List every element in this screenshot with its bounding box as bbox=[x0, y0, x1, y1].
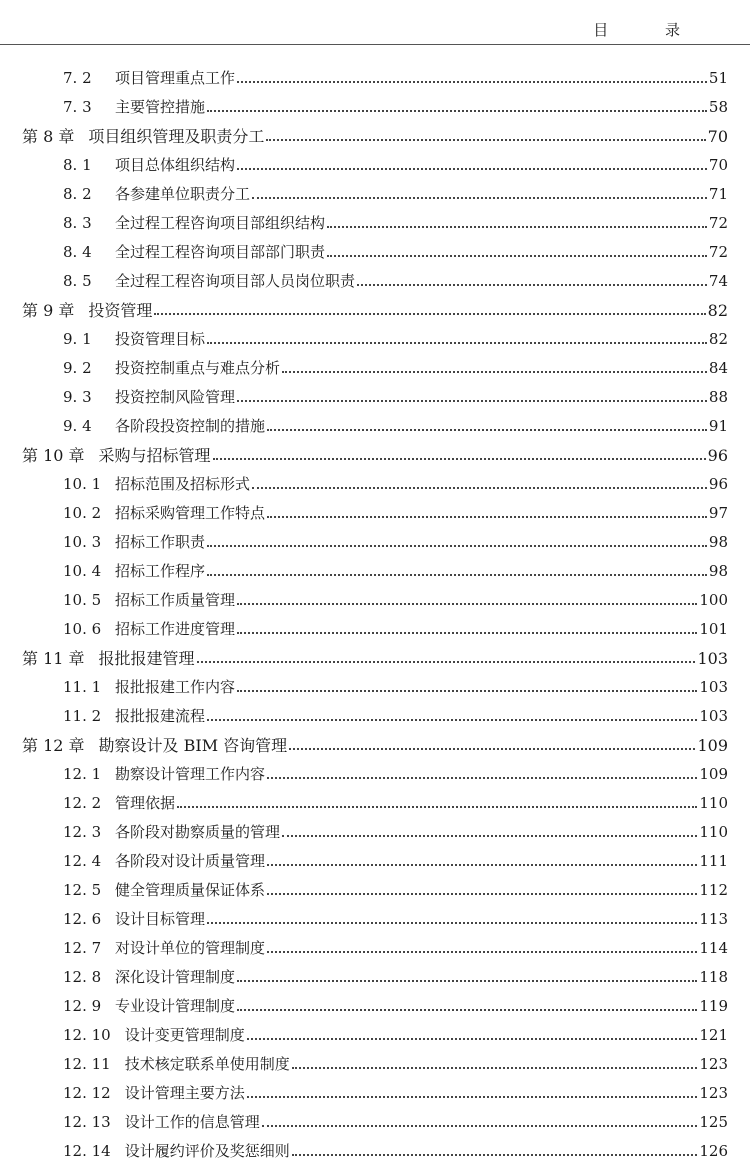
entry-page-number: 111 bbox=[699, 852, 728, 870]
entry-title: 健全管理质量保证体系 bbox=[115, 881, 266, 899]
entry-number: 第 9 章 bbox=[22, 301, 75, 320]
entry-title: 投资管理 bbox=[88, 301, 153, 320]
entry-page-number: 114 bbox=[699, 939, 728, 957]
entry-page-number: 70 bbox=[707, 127, 728, 146]
entry-title: 招标工作进度管理 bbox=[115, 620, 236, 638]
entry-title: 各参建单位职责分工 bbox=[115, 185, 251, 203]
entry-page-number: 109 bbox=[697, 736, 728, 755]
toc-chapter-entry[interactable] bbox=[0, 731, 750, 760]
entry-number: 12. 9 bbox=[63, 997, 102, 1015]
entry-title: 设计管理主要方法 bbox=[124, 1084, 245, 1102]
leader-dots bbox=[252, 470, 707, 499]
toc-section-entry[interactable] bbox=[0, 412, 750, 441]
toc-section-entry[interactable] bbox=[0, 673, 750, 702]
leader-dots bbox=[237, 383, 707, 412]
entry-page-number: 118 bbox=[699, 968, 728, 986]
entry-number: 9. 4 bbox=[63, 417, 92, 435]
entry-number: 10. 5 bbox=[63, 591, 102, 609]
leader-dots bbox=[327, 238, 707, 267]
toc-section-entry[interactable] bbox=[0, 93, 750, 122]
leader-dots bbox=[267, 760, 697, 789]
entry-page-number: 110 bbox=[699, 794, 728, 812]
entry-title: 各阶段对设计质量管理 bbox=[115, 852, 266, 870]
entry-number: 10. 4 bbox=[63, 562, 102, 580]
entry-number: 10. 3 bbox=[63, 533, 102, 551]
leader-dots bbox=[207, 93, 707, 122]
toc-section-entry[interactable] bbox=[0, 325, 750, 354]
entry-page-number: 96 bbox=[708, 475, 728, 493]
toc-section-entry[interactable] bbox=[0, 1050, 750, 1079]
entry-title: 设计变更管理制度 bbox=[124, 1026, 245, 1044]
toc-section-entry[interactable] bbox=[0, 905, 750, 934]
entry-number: 7. 3 bbox=[63, 98, 92, 116]
entry-title: 报批报建流程 bbox=[115, 707, 206, 725]
entry-title: 技术核定联系单使用制度 bbox=[124, 1055, 290, 1073]
entry-number: 12. 5 bbox=[63, 881, 102, 899]
entry-number: 9. 1 bbox=[63, 330, 92, 348]
leader-dots bbox=[282, 354, 707, 383]
toc-section-entry[interactable] bbox=[0, 615, 750, 644]
toc-section-entry[interactable] bbox=[0, 557, 750, 586]
leader-dots bbox=[154, 296, 705, 325]
entry-page-number: 125 bbox=[699, 1113, 728, 1131]
entry-number: 12. 1 bbox=[63, 765, 102, 783]
entry-page-number: 110 bbox=[699, 823, 728, 841]
page-title: 目 录 bbox=[593, 21, 706, 39]
entry-number: 12. 7 bbox=[63, 939, 102, 957]
leader-dots bbox=[207, 702, 697, 731]
leader-dots bbox=[207, 325, 707, 354]
entry-page-number: 71 bbox=[708, 185, 728, 203]
toc-section-entry[interactable] bbox=[0, 702, 750, 731]
entry-page-number: 103 bbox=[697, 649, 728, 668]
leader-dots bbox=[207, 528, 707, 557]
entry-number: 12. 6 bbox=[63, 910, 102, 928]
entry-number: 8. 1 bbox=[63, 156, 92, 174]
leader-dots bbox=[177, 789, 697, 818]
toc-section-entry[interactable] bbox=[0, 499, 750, 528]
entry-number: 9. 3 bbox=[63, 388, 92, 406]
entry-number: 7. 2 bbox=[63, 69, 92, 87]
entry-title: 投资控制重点与难点分析 bbox=[115, 359, 281, 377]
entry-page-number: 91 bbox=[708, 417, 728, 435]
toc-section-entry[interactable] bbox=[0, 992, 750, 1021]
entry-title: 专业设计管理制度 bbox=[115, 997, 236, 1015]
toc-chapter-entry[interactable] bbox=[0, 296, 750, 325]
entry-number: 第 12 章 bbox=[22, 736, 85, 755]
leader-dots bbox=[237, 615, 697, 644]
toc-section-entry[interactable] bbox=[0, 383, 750, 412]
entry-title: 项目总体组织结构 bbox=[115, 156, 236, 174]
leader-dots bbox=[237, 64, 707, 93]
entry-page-number: 123 bbox=[699, 1084, 728, 1102]
entry-page-number: 103 bbox=[699, 707, 728, 725]
entry-title: 项目管理重点工作 bbox=[115, 69, 236, 87]
toc-chapter-entry[interactable] bbox=[0, 644, 750, 673]
leader-dots bbox=[207, 905, 697, 934]
leader-dots bbox=[247, 1021, 698, 1050]
entry-number: 第 11 章 bbox=[22, 649, 85, 668]
entry-title: 设计工作的信息管理 bbox=[124, 1113, 260, 1131]
entry-title: 采购与招标管理 bbox=[98, 446, 211, 465]
leader-dots bbox=[267, 412, 707, 441]
entry-number: 10. 6 bbox=[63, 620, 102, 638]
toc-section-entry[interactable] bbox=[0, 238, 750, 267]
toc-section-entry[interactable] bbox=[0, 180, 750, 209]
entry-title: 主要管控措施 bbox=[115, 98, 206, 116]
leader-dots bbox=[213, 441, 706, 470]
entry-page-number: 98 bbox=[708, 562, 728, 580]
toc-section-entry[interactable] bbox=[0, 528, 750, 557]
leader-dots bbox=[292, 1137, 698, 1166]
entry-number: 第 10 章 bbox=[22, 446, 85, 465]
entry-title: 各阶段对勘察质量的管理 bbox=[115, 823, 281, 841]
entry-page-number: 82 bbox=[707, 301, 728, 320]
entry-page-number: 121 bbox=[699, 1026, 728, 1044]
entry-title: 设计目标管理 bbox=[115, 910, 206, 928]
entry-number: 12. 13 bbox=[63, 1113, 111, 1131]
entry-title: 深化设计管理制度 bbox=[115, 968, 236, 986]
toc-section-entry[interactable] bbox=[0, 847, 750, 876]
entry-page-number: 119 bbox=[699, 997, 728, 1015]
toc-section-entry[interactable] bbox=[0, 876, 750, 905]
entry-title: 投资管理目标 bbox=[115, 330, 206, 348]
entry-page-number: 82 bbox=[708, 330, 728, 348]
entry-number: 12. 3 bbox=[63, 823, 102, 841]
leader-dots bbox=[247, 1079, 698, 1108]
toc-section-entry[interactable] bbox=[0, 586, 750, 615]
entry-title: 全过程工程咨询项目部组织结构 bbox=[115, 214, 326, 232]
leader-dots bbox=[237, 673, 697, 702]
entry-number: 12. 11 bbox=[63, 1055, 111, 1073]
toc-section-entry[interactable] bbox=[0, 1108, 750, 1137]
entry-title: 招标工作程序 bbox=[115, 562, 206, 580]
entry-title: 勘察设计及 BIM 咨询管理 bbox=[98, 736, 288, 755]
leader-dots bbox=[237, 963, 697, 992]
toc-section-entry[interactable] bbox=[0, 151, 750, 180]
toc-section-entry[interactable] bbox=[0, 1137, 750, 1166]
toc-section-entry[interactable] bbox=[0, 1079, 750, 1108]
entry-number: 10. 1 bbox=[63, 475, 102, 493]
entry-number: 11. 1 bbox=[63, 678, 102, 696]
entry-page-number: 72 bbox=[708, 214, 728, 232]
toc-section-entry[interactable] bbox=[0, 354, 750, 383]
entry-page-number: 112 bbox=[699, 881, 728, 899]
entry-page-number: 70 bbox=[708, 156, 728, 174]
toc-section-entry[interactable] bbox=[0, 760, 750, 789]
entry-title: 招标范围及招标形式 bbox=[115, 475, 251, 493]
entry-title: 招标工作质量管理 bbox=[115, 591, 236, 609]
leader-dots bbox=[252, 180, 707, 209]
toc-section-entry[interactable] bbox=[0, 470, 750, 499]
leader-dots bbox=[357, 267, 707, 296]
entry-title: 招标采购管理工作特点 bbox=[115, 504, 266, 522]
toc-section-entry[interactable] bbox=[0, 934, 750, 963]
entry-page-number: 74 bbox=[708, 272, 728, 290]
leader-dots bbox=[262, 1108, 698, 1137]
entry-number: 12. 4 bbox=[63, 852, 102, 870]
entry-number: 8. 4 bbox=[63, 243, 92, 261]
entry-number: 8. 5 bbox=[63, 272, 92, 290]
entry-title: 项目组织管理及职责分工 bbox=[88, 127, 265, 146]
entry-number: 12. 12 bbox=[63, 1084, 111, 1102]
entry-page-number: 72 bbox=[708, 243, 728, 261]
entry-title: 对设计单位的管理制度 bbox=[115, 939, 266, 957]
leader-dots bbox=[267, 499, 707, 528]
entry-page-number: 84 bbox=[708, 359, 728, 377]
entry-title: 报批报建管理 bbox=[98, 649, 195, 668]
leader-dots bbox=[292, 1050, 698, 1079]
toc-chapter-entry[interactable] bbox=[0, 441, 750, 470]
entry-page-number: 96 bbox=[707, 446, 728, 465]
leader-dots bbox=[267, 847, 697, 876]
toc-section-entry[interactable] bbox=[0, 1021, 750, 1050]
entry-number: 12. 10 bbox=[63, 1026, 111, 1044]
leader-dots bbox=[237, 992, 697, 1021]
entry-number: 12. 8 bbox=[63, 968, 102, 986]
entry-title: 招标工作职责 bbox=[115, 533, 206, 551]
entry-title: 各阶段投资控制的措施 bbox=[115, 417, 266, 435]
entry-number: 10. 2 bbox=[63, 504, 102, 522]
leader-dots bbox=[282, 818, 697, 847]
entry-number: 8. 3 bbox=[63, 214, 92, 232]
leader-dots bbox=[266, 122, 705, 151]
entry-title: 全过程工程咨询项目部人员岗位职责 bbox=[115, 272, 356, 290]
page-header bbox=[0, 0, 750, 45]
entry-page-number: 51 bbox=[708, 69, 728, 87]
toc-section-entry[interactable] bbox=[0, 963, 750, 992]
entry-title: 全过程工程咨询项目部部门职责 bbox=[115, 243, 326, 261]
entry-page-number: 97 bbox=[708, 504, 728, 522]
entry-page-number: 101 bbox=[699, 620, 728, 638]
toc-section-entry[interactable] bbox=[0, 789, 750, 818]
leader-dots bbox=[197, 644, 696, 673]
leader-dots bbox=[237, 586, 697, 615]
toc-section-entry[interactable] bbox=[0, 209, 750, 238]
entry-title: 投资控制风险管理 bbox=[115, 388, 236, 406]
entry-page-number: 103 bbox=[699, 678, 728, 696]
toc-chapter-entry[interactable] bbox=[0, 122, 750, 151]
entry-title: 设计履约评价及奖惩细则 bbox=[124, 1142, 290, 1160]
entry-page-number: 113 bbox=[699, 910, 728, 928]
leader-dots bbox=[327, 209, 707, 238]
entry-number: 第 8 章 bbox=[22, 127, 75, 146]
entry-number: 8. 2 bbox=[63, 185, 92, 203]
entry-page-number: 98 bbox=[708, 533, 728, 551]
entry-number: 11. 2 bbox=[63, 707, 102, 725]
entry-page-number: 88 bbox=[708, 388, 728, 406]
entry-title: 勘察设计管理工作内容 bbox=[115, 765, 266, 783]
entry-title: 报批报建工作内容 bbox=[115, 678, 236, 696]
leader-dots bbox=[207, 557, 707, 586]
entry-page-number: 58 bbox=[708, 98, 728, 116]
leader-dots bbox=[267, 876, 697, 905]
entry-page-number: 126 bbox=[699, 1142, 728, 1160]
entry-title: 管理依据 bbox=[115, 794, 176, 812]
toc-section-entry[interactable] bbox=[0, 64, 750, 93]
entry-page-number: 100 bbox=[699, 591, 728, 609]
table-of-contents bbox=[0, 64, 750, 1166]
entry-page-number: 123 bbox=[699, 1055, 728, 1073]
leader-dots bbox=[237, 151, 707, 180]
toc-section-entry[interactable] bbox=[0, 267, 750, 296]
toc-section-entry[interactable] bbox=[0, 818, 750, 847]
entry-number: 12. 2 bbox=[63, 794, 102, 812]
leader-dots bbox=[289, 731, 695, 760]
entry-number: 9. 2 bbox=[63, 359, 92, 377]
leader-dots bbox=[267, 934, 697, 963]
entry-number: 12. 14 bbox=[63, 1142, 111, 1160]
entry-page-number: 109 bbox=[699, 765, 728, 783]
